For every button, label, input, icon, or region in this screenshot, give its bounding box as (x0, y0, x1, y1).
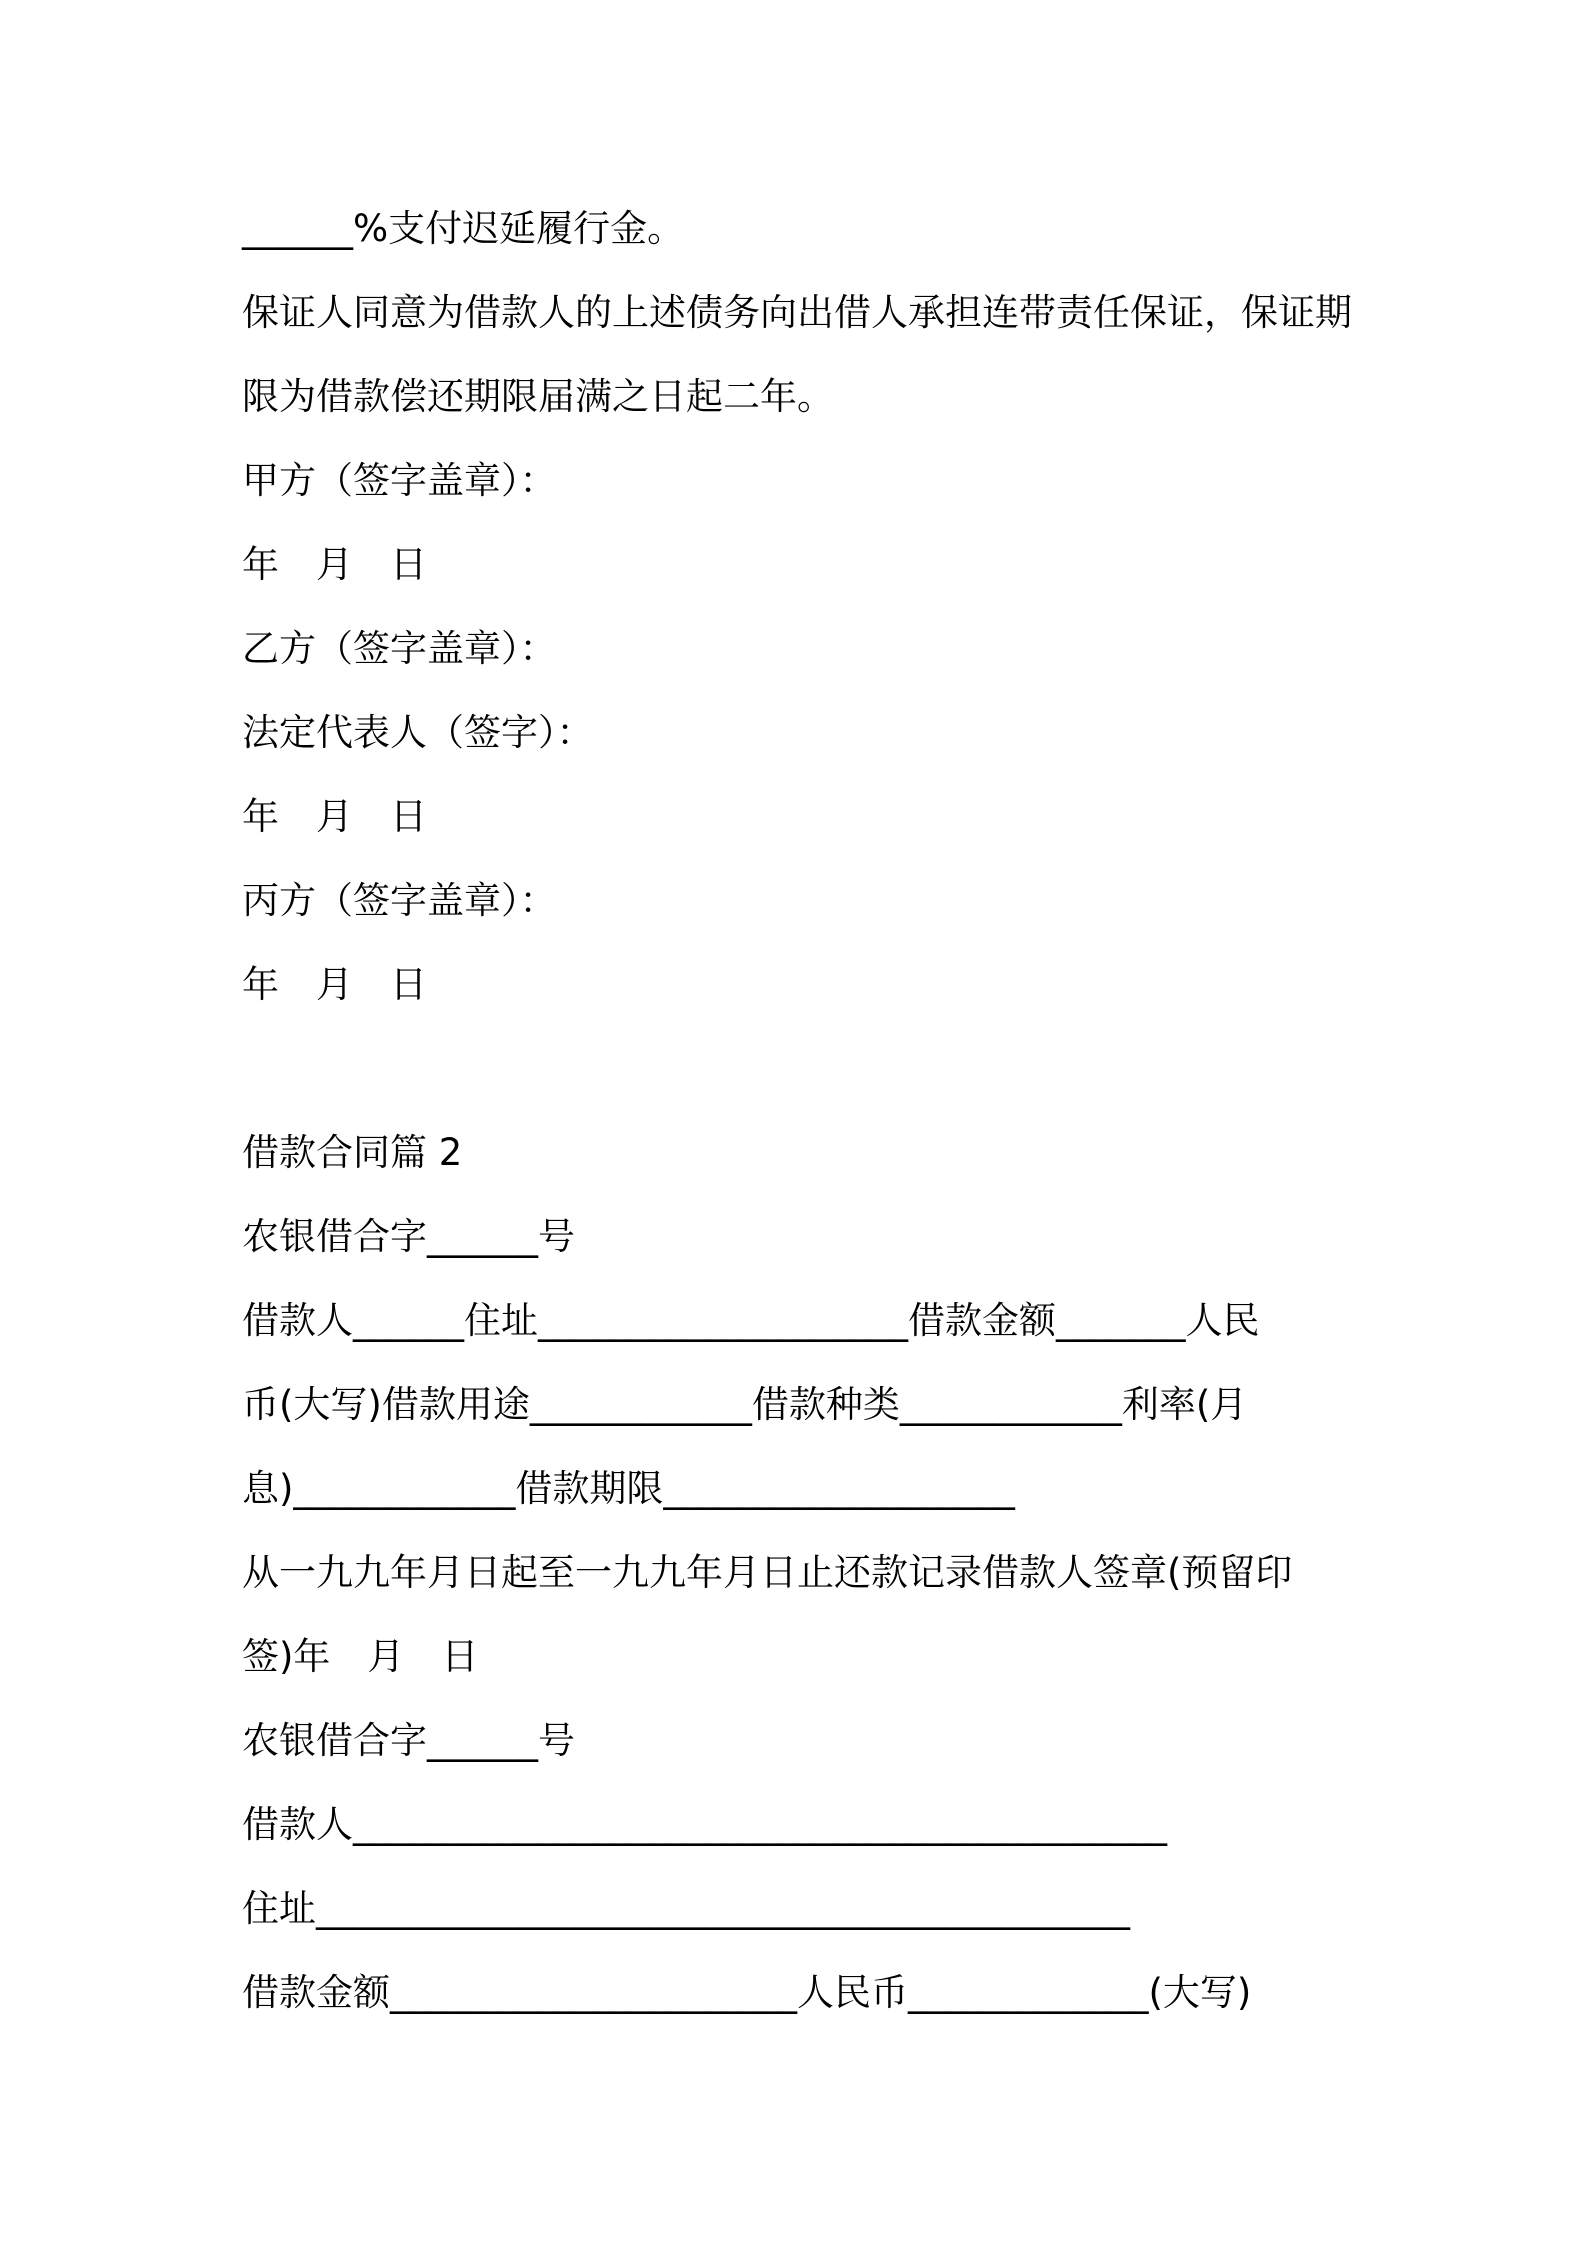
paragraph-guarantee-clause-2: 限为借款偿还期限届满之日起二年。 (242, 375, 834, 418)
borrower-info-line-2: 币(大写)借款用途____________借款种类____________利率(月 (242, 1383, 1248, 1426)
paragraph-late-fee-rate: ______%支付迟延履行金。 (242, 207, 685, 250)
party-c-date-line: 年 月 日 (242, 963, 427, 1006)
contract-number-line-2: 农银借合字______号 (242, 1719, 575, 1762)
party-c-signature-label: 丙方（签字盖章）： (242, 879, 557, 922)
party-a-date-line: 年 月 日 (242, 543, 427, 586)
repayment-record-line-2: 签)年 月 日 (242, 1635, 479, 1678)
party-b-date-line: 年 月 日 (242, 795, 427, 838)
borrower-info-line-1: 借款人______住址____________________借款金额_______人民 (242, 1299, 1260, 1342)
section-heading: 借款合同篇 2 (242, 1131, 463, 1174)
paragraph-guarantee-clause-1: 保证人同意为借款人的上述债务向出借人承担连带责任保证，保证期 (242, 291, 1352, 334)
borrower-info-line-3: 息)____________借款期限___________________ (242, 1467, 1015, 1510)
party-a-signature-label: 甲方（签字盖章）： (242, 459, 557, 502)
legal-representative-label: 法定代表人（签字）： (242, 711, 594, 754)
loan-amount-field-line: 借款金额______________________人民币_____________(大写) (242, 1971, 1252, 2014)
borrower-field-line: 借款人____________________________________________ (242, 1803, 1167, 1846)
repayment-record-line-1: 从一九九年月日起至一九九年月日止还款记录借款人签章(预留印 (242, 1551, 1293, 1594)
contract-number-line: 农银借合字______号 (242, 1215, 575, 1258)
party-b-signature-label: 乙方（签字盖章）： (242, 627, 557, 670)
address-field-line: 住址____________________________________________ (242, 1887, 1130, 1930)
